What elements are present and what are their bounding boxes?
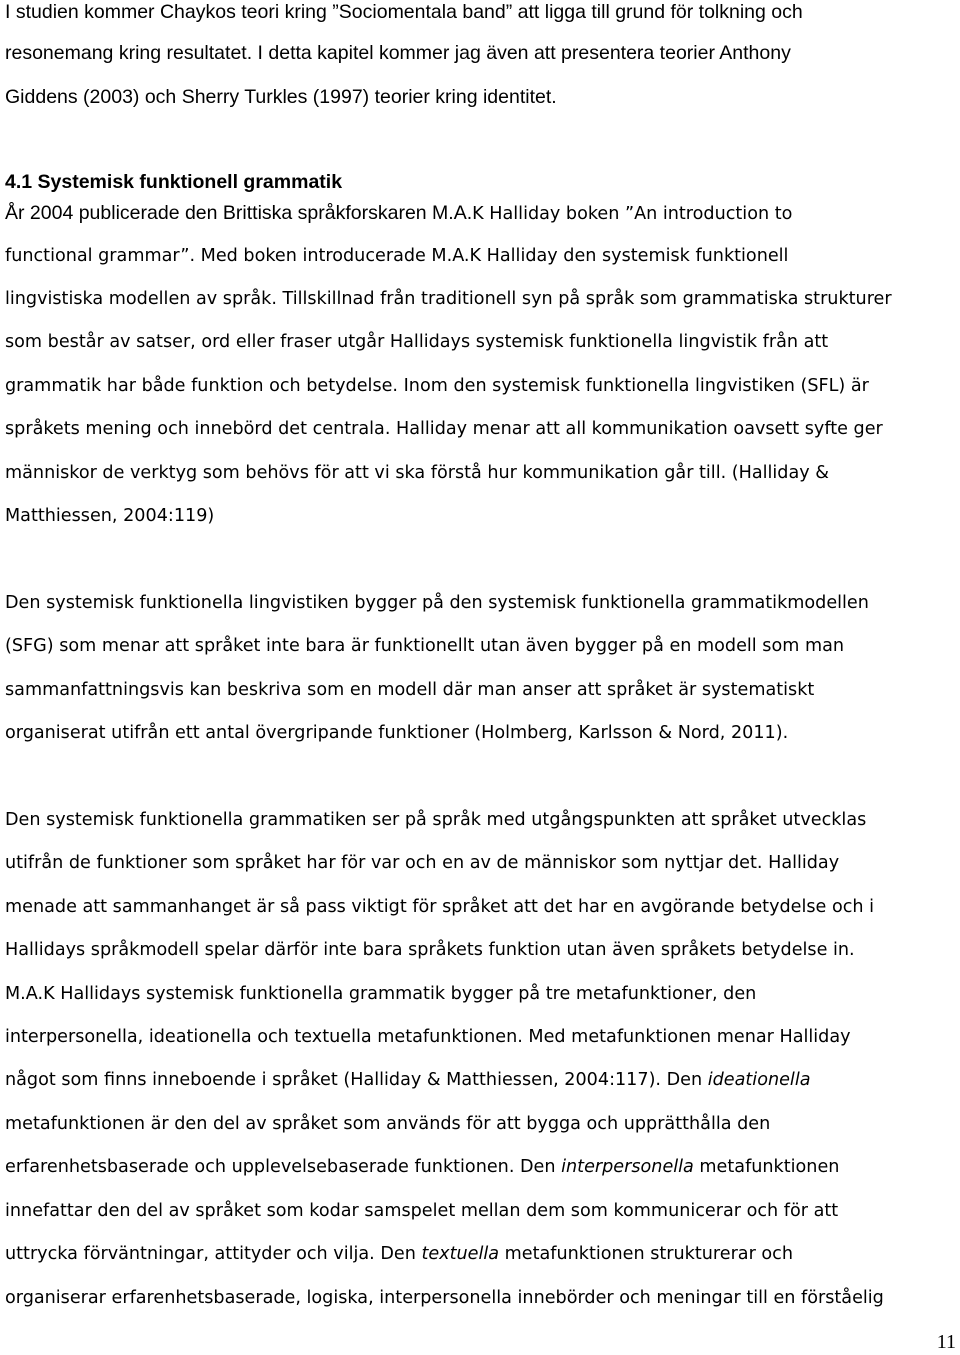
para3-line-11a: uttrycka förväntningar, attityder och vilja. Den — [5, 1244, 422, 1264]
term-interpersonella: interpersonella — [561, 1157, 694, 1177]
section-line-8: Matthiessen, 2004:119) — [5, 506, 215, 526]
para3-line-6: interpersonella, ideationella och textuella metafunktionen. Med metafunktionen menar Halliday — [5, 1027, 851, 1047]
intro-line-3: Giddens (2003) och Sherry Turkles (1997) teorier kring identitet. — [5, 86, 557, 108]
para3-line-11 — [5, 1242, 793, 1266]
section-line-1a: År 2004 publicerade den Brittiska språkforskaren M.A. — [5, 202, 473, 224]
para3-line-3: menade att sammanhanget är så pass viktigt för språket att det har en avgörande betydelse och i — [5, 897, 875, 917]
intro-line-2: resonemang kring resultatet. I detta kapitel kommer jag även att presentera teorier Anthony — [5, 42, 791, 64]
para2-line-3: sammanfattningsvis kan beskriva som en modell där man anser att språket är systematiskt — [5, 680, 815, 700]
section-line-6: språkets mening och innebörd det centrala. Halliday menar att all kommunikation oavsett syfte ger — [5, 419, 883, 439]
section-line-7: människor de verktyg som behövs för att vi ska förstå hur kommunikation går till. (Halliday & — [5, 463, 829, 483]
term-ideationella: ideationella — [707, 1070, 811, 1090]
para3-line-7 — [5, 1068, 811, 1092]
section-line-5: grammatik har både funktion och betydelse. Inom den systemisk funktionella lingvistiken (SFL) är — [5, 376, 869, 396]
section-line-1 — [5, 201, 792, 226]
para3-line-2: utifrån de funktioner som språket har för var och en av de människor som nyttjar det. Halliday — [5, 853, 840, 873]
para2-line-4: organiserat utifrån ett antal övergripande funktioner (Holmberg, Karlsson & Nord, 2011). — [5, 723, 789, 743]
para3-line-10: innefattar den del av språket som kodar samspelet mellan dem som kommunicerar och för att — [5, 1201, 839, 1221]
para3-line-4: Hallidays språkmodell spelar därför inte bara språkets funktion utan även språkets betydelse in. — [5, 940, 855, 960]
section-line-3: lingvistiska modellen av språk. Tillskillnad från traditionell syn på språk som grammatiska strukturer — [5, 289, 892, 309]
para3-line-7a: något som finns inneboende i språket (Halliday & Matthiessen, 2004:117). Den — [5, 1070, 708, 1090]
para3-line-9a: erfarenhetsbaserade och upplevelsebaserade funktionen. Den — [5, 1157, 562, 1177]
para3-line-1: Den systemisk funktionella grammatiken ser på språk med utgångspunkten att språket utvecklas — [5, 810, 867, 830]
para3-line-12: organiserar erfarenhetsbaserade, logiska, interpersonella innebörder och meningar till en förståelig — [5, 1288, 884, 1308]
para3-line-8: metafunktionen är den del av språket som används för att bygga och upprätthålla den — [5, 1114, 771, 1134]
para2-line-2: (SFG) som menar att språket inte bara är funktionellt utan även bygger på en modell som man — [5, 636, 845, 656]
para3-line-5: M.A.K Hallidays systemisk funktionella grammatik bygger på tre metafunktioner, den — [5, 984, 757, 1004]
page-number: 11 — [936, 1331, 956, 1353]
section-line-2: functional grammar”. Med boken introducerade M.A.K Halliday den systemisk funktionell — [5, 246, 789, 266]
para3-line-11c: metafunktionen strukturerar och — [499, 1244, 794, 1264]
term-textuella: textuella — [421, 1244, 500, 1264]
para3-line-9c: metafunktionen — [693, 1157, 840, 1177]
para3-line-9 — [5, 1155, 839, 1179]
section-heading: 4.1 Systemisk funktionell grammatik — [5, 171, 343, 193]
para2-line-1: Den systemisk funktionella lingvistiken bygger på den systemisk funktionella grammatikmodellen — [5, 593, 869, 613]
intro-line-1: I studien kommer Chaykos teori kring ”Sociomentala band” att ligga till grund för tolkning och — [5, 1, 803, 23]
section-line-1b: K Halliday boken ”An introduction to — [472, 204, 793, 224]
section-line-4: som består av satser, ord eller fraser utgår Hallidays systemisk funktionella lingvistik från att — [5, 332, 829, 352]
